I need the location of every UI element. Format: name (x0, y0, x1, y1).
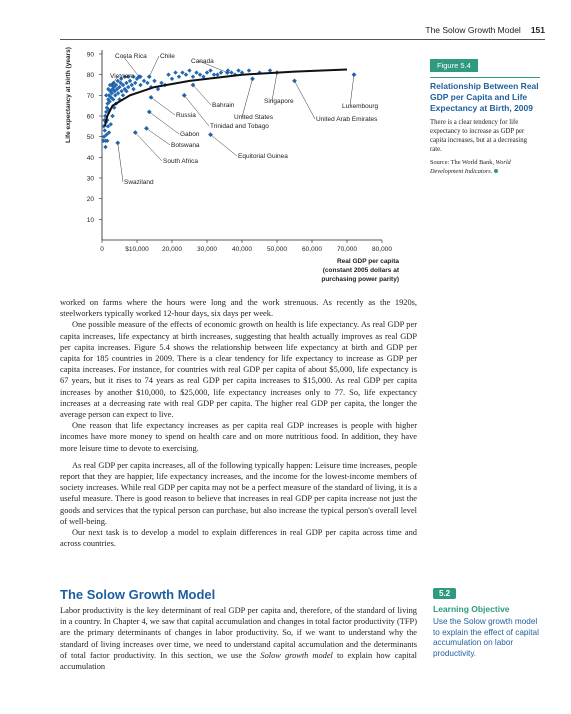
label-leader-line (350, 75, 354, 106)
data-point (208, 68, 212, 72)
point-label: Gabon (180, 131, 200, 138)
data-point (138, 83, 142, 87)
source-title: World Development Indicators (430, 159, 511, 175)
data-point (219, 70, 223, 74)
data-point (126, 85, 130, 89)
chart-labels (110, 53, 379, 186)
x-tick-label: 40,000 (232, 246, 252, 253)
x-tick-label: 20,000 (162, 246, 182, 253)
y-tick-label: 40 (86, 154, 94, 162)
y-tick-label: 60 (86, 113, 94, 121)
data-point (121, 93, 125, 97)
paragraph: Our next task is to develop a model to explain differences in real GDP per capita across time and across countries. (60, 528, 417, 549)
point-label: United Arab Emirates (316, 116, 378, 123)
x-tick-label: 30,000 (197, 246, 217, 253)
paragraph: One possible measure of the effects of economic growth on health is life expectancy. As real GDP per capita increases, life expectancy at birth increases, suggesting that health actually improves as real GDP per capita increases. Figure 5.4 shows the relationship between life expectancy at birth and GDP per capita for 185 countries in 2009. There is a clear tendency for life expectancy to increase as GDP per capita increases. For instance, for countries with real GDP per capita of about $5,000, life expectancy is 67 years, but it rises to 74 years as real GDP per capita increases to $15,000. As real GDP per capita increases by another $10,000, to $25,000, life expectancy increases only to 77. So, life expectancy increases at a decreasing rate with real GDP per capita. The higher real GDP per capita, the longer the average person can expect to live. (60, 320, 417, 420)
point-label: Russia (176, 112, 196, 119)
data-point (103, 128, 107, 132)
y-tick-label: 90 (86, 51, 94, 59)
x-tick-label: $10,000 (125, 246, 149, 253)
data-point (205, 70, 209, 74)
y-axis-label: Life expectancy at birth (years) (65, 47, 72, 143)
figure-description: There is a clear tendency for life expectancy to increase as GDP per capita increases, but at a decreasing rate. (430, 119, 527, 153)
paragraph: One reason that life expectancy increases as per capita real GDP increases is people with higher incomes have more money to spend on health care and on more nutritious food. In addition, they have more leisure time to devote to exercising. (60, 421, 417, 453)
point-label: Luxembourg (342, 103, 379, 110)
figure-sidebar (430, 55, 540, 176)
label-leader-line (151, 97, 175, 115)
figure-source (430, 159, 540, 176)
label-leader-line (149, 56, 159, 77)
data-point (236, 68, 240, 72)
data-point (173, 70, 177, 74)
section-paragraph (60, 605, 417, 672)
data-point (191, 75, 195, 79)
section-body (60, 605, 417, 672)
page-number: 151 (530, 25, 545, 35)
data-point (198, 72, 202, 76)
running-head (0, 25, 545, 35)
point-label: South Africa (163, 158, 199, 165)
section-title: The Solow Growth Model (60, 587, 216, 602)
x-tick-label: 80,000 (372, 246, 392, 253)
x-axis-label: purchasing power parity) (321, 276, 399, 283)
y-tick-label: 50 (86, 134, 94, 142)
data-point (170, 77, 174, 81)
data-point (133, 81, 137, 85)
point-label: Vietnam (110, 73, 134, 80)
data-point (103, 145, 107, 149)
data-point (166, 72, 170, 76)
data-point (131, 87, 135, 91)
y-tick-label: 80 (86, 72, 94, 80)
body-text (60, 297, 417, 549)
data-point (142, 79, 146, 83)
x-tick-label: 60,000 (302, 246, 322, 253)
x-tick-label: 0 (100, 246, 104, 253)
learning-objective (433, 583, 541, 659)
point-label: Bahrain (212, 102, 235, 109)
label-leader-line (118, 143, 123, 182)
point-label: Botswana (171, 142, 200, 149)
source-prefix: Source: The World Bank, (430, 159, 496, 166)
data-point (124, 81, 128, 85)
point-label: Singapore (264, 98, 294, 105)
running-head-title: The Solow Growth Model (425, 25, 521, 35)
data-point (187, 68, 191, 72)
data-point (247, 68, 251, 72)
y-tick-label: 30 (86, 175, 94, 183)
paragraph: worked on farms where the hours were long and the work strenuous. As recently as the 1920s, steelworkers typically worked 12-hour days, six days per week. (60, 298, 417, 319)
label-leader-line (272, 73, 277, 101)
data-point (152, 79, 156, 83)
point-label: Costa Rica (115, 53, 147, 60)
figure-title: Relationship Between Real GDP per Capita and Life Expectancy at Birth, 2009 (430, 77, 540, 114)
learning-objective-badge: 5.2 (433, 588, 456, 599)
data-point (184, 72, 188, 76)
label-leader-line (295, 81, 316, 119)
data-point (104, 93, 108, 97)
data-point (177, 75, 181, 79)
end-marker-icon (494, 169, 498, 173)
data-point (130, 83, 134, 87)
point-label: Canada (191, 58, 214, 65)
scatter-chart (60, 40, 410, 285)
y-tick-label: 10 (86, 216, 94, 224)
section-text: Labor productivity is the key determinant of real GDP per capita and, therefore, of the standard of living in a country. In Chapter 4, we saw that capital accumulation and changes in total factor productivity (TFP) are the primary determinants of changes in labor productivity. So, if we want to understand why the standard of living increases over time, we need to understand capital accumulation and the determinants of total factor productivity. In this section, we use the (60, 606, 417, 660)
label-leader-line (184, 95, 209, 126)
learning-objective-heading: Learning Objective (433, 604, 510, 614)
label-leader-line (149, 112, 179, 134)
label-leader-line (193, 85, 211, 105)
x-axis-label: (constant 2005 dollars at (322, 267, 399, 274)
data-point (159, 81, 163, 85)
point-label: United States (234, 114, 274, 121)
data-point (180, 70, 184, 74)
x-tick-label: 50,000 (267, 246, 287, 253)
source-suffix: . (490, 167, 493, 175)
section-text-end: to explain how capital accumulation (60, 650, 417, 672)
point-label: Trinidad and Tobago (210, 123, 269, 130)
point-label: Swaziland (124, 179, 154, 186)
point-label: Chile (160, 53, 175, 60)
data-point (194, 70, 198, 74)
data-point (145, 81, 149, 85)
label-leader-line (211, 135, 238, 156)
label-leader-line (146, 128, 170, 145)
paragraph: As real GDP per capita increases, all of the following typically happen: Leisure time increases, people report that they are happier, life expectancy increases, and the income for the lowest-income members of society increases. While real GDP per capita may not be a perfect measure of the standard of living, it is a useful measure. There is good reason to believe that increases in real GDP per capita increase not just the goods and services that the typical person can purchase, but also increase the typical person's overall level of well-being. (60, 460, 417, 526)
data-point (229, 70, 233, 74)
y-tick-label: 70 (86, 92, 94, 100)
figure-tab: Figure 5.4 (430, 59, 478, 72)
section-term: Solow growth model (260, 650, 333, 660)
y-tick-label: 20 (86, 196, 94, 204)
learning-objective-text: Use the Solow growth model to explain the effect of capital accumulation on labor productivity. (433, 617, 539, 658)
data-point (215, 72, 219, 76)
point-label: Equitorial Guinea (238, 153, 288, 160)
data-point (110, 114, 114, 118)
label-leader-line (242, 79, 253, 117)
x-axis-label: Real GDP per capita (336, 258, 399, 265)
x-tick-label: 70,000 (337, 246, 357, 253)
